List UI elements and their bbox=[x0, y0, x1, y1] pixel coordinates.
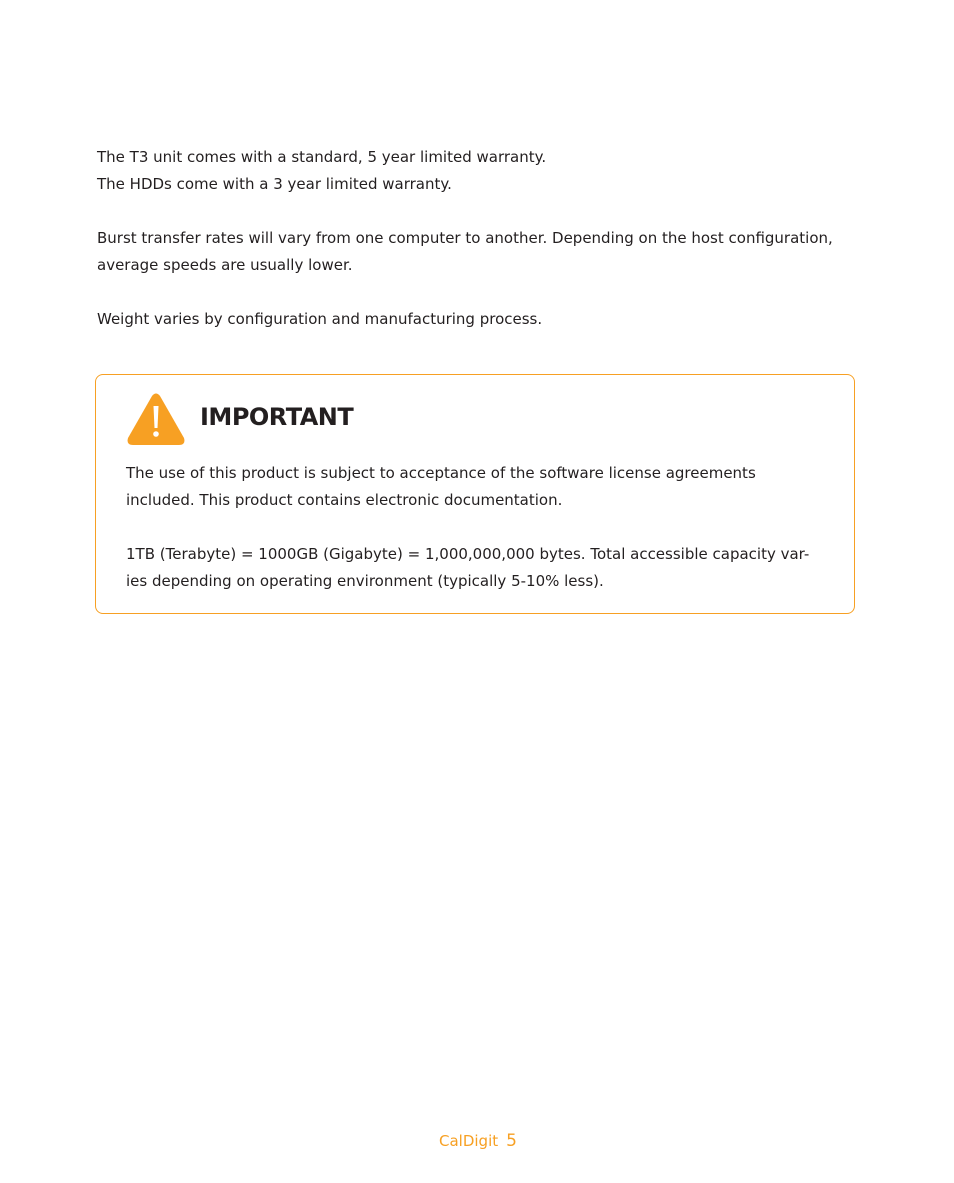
text-line: Weight varies by configuration and manufacturing process. bbox=[97, 310, 543, 328]
page-footer bbox=[439, 1131, 517, 1151]
text-line: average speeds are usually lower. bbox=[97, 256, 353, 274]
license-paragraph bbox=[126, 460, 826, 514]
important-notice-box bbox=[95, 374, 855, 614]
transfer-rate-paragraph bbox=[97, 225, 833, 279]
text-line: 1TB (Terabyte) = 1000GB (Gigabyte) = 1,000,000,000 bytes. Total accessible capacity var- bbox=[126, 545, 810, 563]
text-line: Burst transfer rates will vary from one computer to another. Depending on the host configuration, bbox=[97, 229, 833, 247]
important-title: IMPORTANT bbox=[200, 403, 354, 431]
capacity-paragraph bbox=[126, 541, 826, 595]
text-line: The T3 unit comes with a standard, 5 year limited warranty. bbox=[97, 148, 547, 166]
footer-brand: CalDigit bbox=[439, 1132, 499, 1150]
text-line: included. This product contains electronic documentation. bbox=[126, 491, 563, 509]
text-line: ies depending on operating environment (typically 5-10% less). bbox=[126, 572, 604, 590]
weight-paragraph bbox=[97, 306, 542, 333]
warranty-paragraph bbox=[97, 144, 546, 198]
text-line: The HDDs come with a 3 year limited warranty. bbox=[97, 175, 452, 193]
text-line: The use of this product is subject to acceptance of the software license agreements bbox=[126, 464, 756, 482]
page-number: 5 bbox=[506, 1131, 517, 1151]
warning-triangle-icon bbox=[126, 392, 186, 446]
